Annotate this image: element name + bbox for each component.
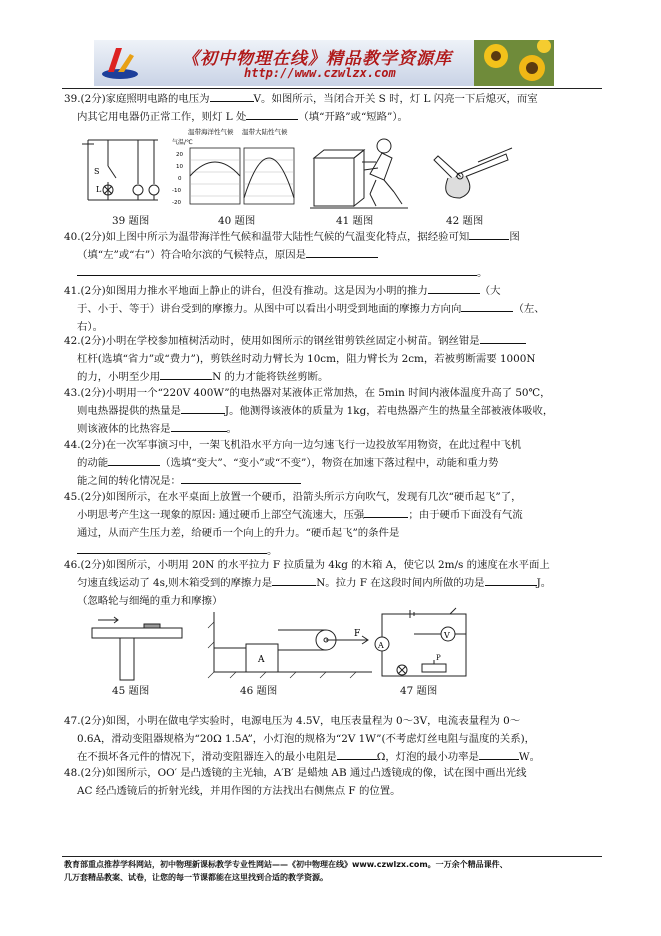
pliers-figure-42 [418, 132, 514, 204]
climate-charts-40 [172, 126, 300, 210]
footer-rule [62, 856, 602, 857]
footer [64, 858, 604, 884]
push-desk-figure-41 [310, 128, 410, 212]
question-47: 47.(2分)如图，小明在做电学实验时，电源电压为 4.5V，电压表量程为 0～3V，电流表量程为 0～ 0.6A，滑动变阻器规格为“20Ω 1.5A”，小灯泡的规格为“2V 1W”(不考虑灯丝电阻与温度的关系)， 在不损坏各元件的情况下，滑动变阻器连入的最小电阻是 Ω，灯泡的最小功率是 W。 [64, 715, 540, 763]
chart-heading-left: 温带海洋性气候 [188, 128, 234, 136]
question-43: 43.(2分)小明用一个“220V 400W”的电热器对某液体正常加热，在 5min 时间内液体温度升高了 50℃， 则电热器提供的热量是 J。他测得该液体的质量为 1kg，若电热器产生的热量全部被液体吸收， 则该液体的比热容是 。 [64, 387, 554, 435]
rheostat-label: P [436, 654, 441, 662]
footer-line-2: 几万套精品教案、试卷，让您的每一节课都能在这里找到合适的教学资源。 [64, 873, 328, 882]
coin-table-figure-45 [90, 612, 186, 682]
circuit-diagram-39 [80, 130, 164, 210]
question-44: 44.(2分)在一次军事演习中，一架飞机沿水平方向一边匀速飞行一边投放军用物资，在此过程中飞机 的动能 （选填“变大”、“变小”或“不变”），物资在加速下落过程中，动能和重力势 能之间的转化情况是： [64, 439, 522, 487]
footer-line-1: 教育部重点推荐学科网站，初中物理新课标教学专业性网站——《初中物理在线》www.czwlzx.com。一万余个精品课件、 [64, 860, 508, 869]
circuit-diagram-47 [370, 604, 474, 684]
ammeter-label: A [378, 641, 384, 650]
voltmeter-label: V [444, 631, 450, 640]
question-40: 40.(2分)如上图中所示为温带海洋性气候和温带大陆性气候的气温变化特点，据经验可知 图 （填“左”或“右”）符合哈尔滨的气候特点，原因是 。 [64, 228, 596, 282]
question-45: 45.(2分)如图所示，在水平桌面上放置一个硬币，沿箭头所示方向吹气，发现有几次“硬币起飞”了， 小明思考产生这一现象的原因: 通过硬币上部空气流速大，压强 ；由于硬币下面没有气流 通过，从而产生压力差，给硬币一个向上的升力。“硬币起飞”的条件是 。 [64, 491, 523, 557]
caption-39: 39 题图 [112, 215, 150, 227]
tick-label: 10 [176, 164, 183, 170]
header-banner [94, 40, 554, 86]
box-label: A [258, 655, 265, 665]
lamp-label: L [96, 185, 102, 194]
header-title: 《初中物理在线》精品教学资源库 [182, 49, 452, 69]
header-rule [62, 88, 602, 89]
tick-label: 0 [178, 176, 182, 182]
tick-label: -20 [172, 200, 181, 206]
caption-41: 41 题图 [336, 215, 374, 227]
caption-47: 47 题图 [400, 685, 438, 697]
question-41: 41.(2分)如图用力推水平地面上静止的讲台，但没有推动。这是因为小明的推力 （大 于、小于、等于）讲台受到的摩擦力。从图中可以看出小明受到地面的摩擦力方向向 （左、 右）。 [64, 282, 596, 336]
pulley-figure-46 [206, 608, 376, 680]
chart-axis-label: 气温/℃ [172, 139, 193, 146]
tick-label: -10 [172, 188, 181, 194]
caption-45: 45 题图 [112, 685, 150, 697]
force-label: F [354, 629, 361, 639]
header-url[interactable]: http://www.czwlzx.com [244, 66, 396, 80]
question-48: 48.(2分)如图所示，OO′ 是凸透镜的主光轴，A′B′ 是蜡烛 AB 通过凸透镜成的像，试在图中画出光线 AC 经凸透镜后的折射光线，并用作图的方法找出右侧焦点 F 的位置。 [64, 767, 527, 797]
tick-label: 20 [176, 152, 183, 158]
site-logo [100, 44, 140, 82]
question-39: 39.(2分)家庭照明电路的电压为 V。如图所示，当闭合开关 S 时，灯 L 闪亮一下后熄灭，而室 内其它用电器仍正常工作，则灯 L 处 （填“开路”或“短路”）。 [64, 90, 596, 126]
caption-46: 46 题图 [240, 685, 278, 697]
question-42: 42.(2分)小明在学校参加植树活动时，使用如图所示的钢丝钳剪铁丝固定小树苗。钢丝钳是 杠杆(选填“省力”或“费力”)，剪铁丝时动力臂长为 10cm，阻力臂长为 2cm，若被剪断需要 1000N 的力，小明至少用 N 的力才能将铁丝剪断。 [64, 332, 596, 386]
question-46: 46.(2分)如图所示，小明用 20N 的水平拉力 F 拉质量为 4kg 的木箱 A，使它以 2m/s 的速度在水平面上 匀速直线运动了 4s,则木箱受到的摩擦力是 N。拉力 F 在这段时间内所做的功是 J。 （忽略轮与细绳的重力和摩擦） [64, 559, 552, 607]
caption-40: 40 题图 [218, 215, 256, 227]
caption-42: 42 题图 [446, 215, 484, 227]
sunflower-image [474, 40, 554, 86]
switch-label: S [94, 167, 100, 176]
chart-heading-right: 温带大陆性气候 [242, 128, 288, 136]
